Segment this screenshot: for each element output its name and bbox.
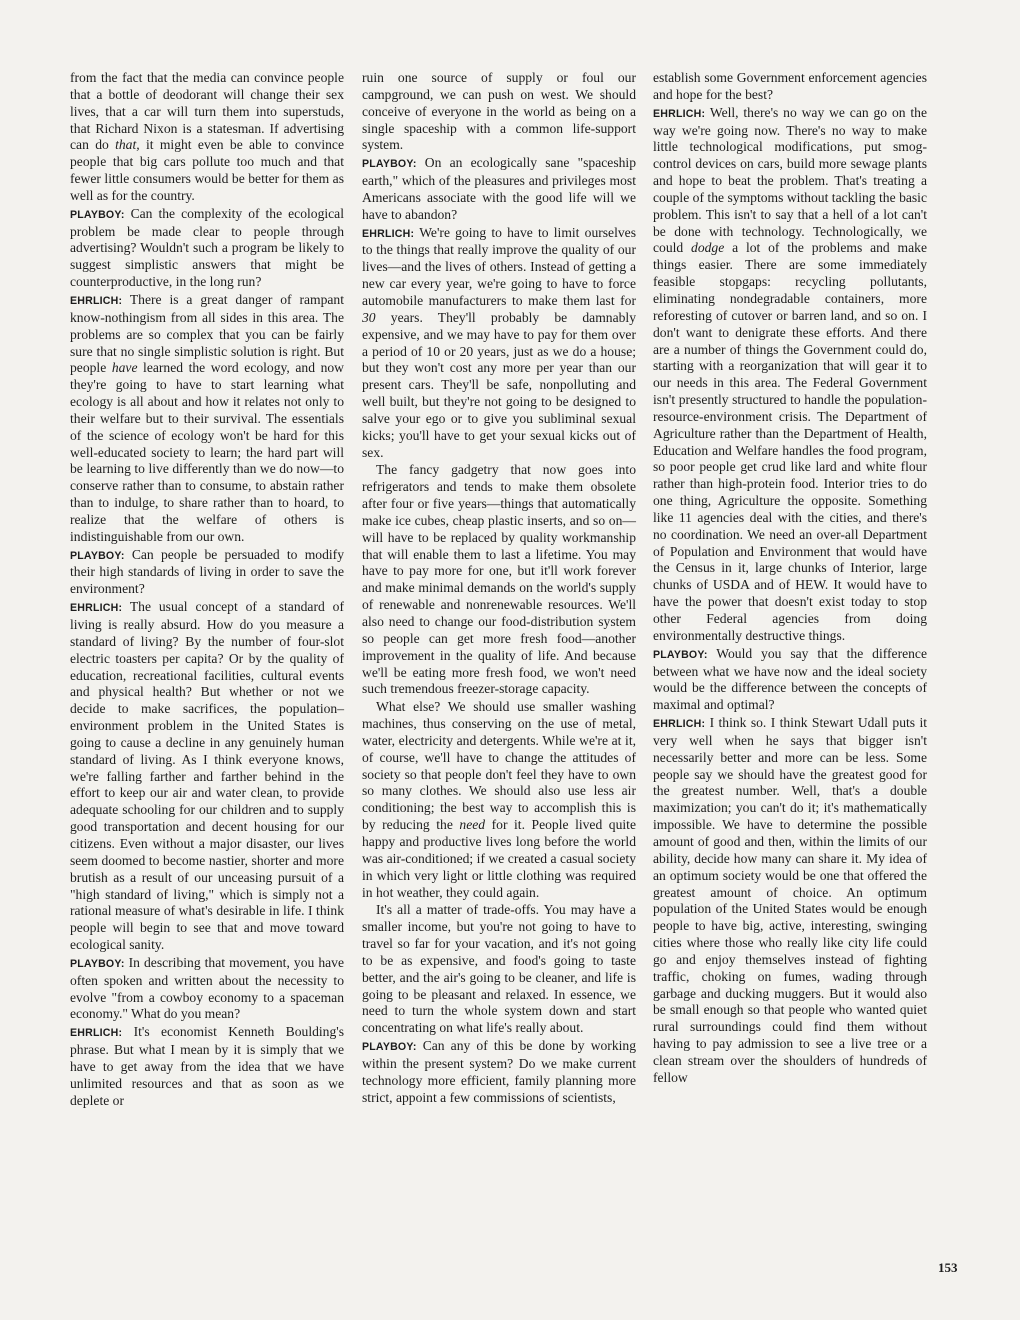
paragraph-text: Would you say that the difference between what we have now and the ideal society would be the difference between the concepts of maximal and optimal? xyxy=(653,645,927,713)
speaker-label: EHRLICH: xyxy=(70,1027,123,1040)
text-column-1 xyxy=(70,70,344,1109)
article-paragraph xyxy=(70,599,344,954)
speaker-label: PLAYBOY: xyxy=(70,549,125,562)
speaker-label: EHRLICH: xyxy=(653,107,706,120)
speaker-label: EHRLICH: xyxy=(653,718,706,731)
paragraph-text: for it. People lived quite happy and productive lives long before the world was air-conditioned; if we created a casual society in which very light or little clothing was required in hot weather, they could again. xyxy=(362,817,636,900)
paragraph-text: On an ecologically sane "spaceship earth," which of the pleasures and privileges most Americans associate with the good life will we have to abandon? xyxy=(362,155,636,222)
article-paragraph xyxy=(653,715,927,1087)
paragraph-text: It's economist Kenneth Boulding's phrase. But what I mean by it is simply that we have to get away from the idea that we have unlimited resources and that as soon as we deplete or xyxy=(70,1024,344,1108)
italic-text: need xyxy=(459,817,486,833)
article-paragraph xyxy=(70,547,344,599)
article-paragraph xyxy=(362,225,636,462)
article-paragraph xyxy=(362,1038,636,1106)
text-column-3 xyxy=(653,70,927,1087)
article-paragraph xyxy=(362,70,636,154)
italic-text: 30 xyxy=(362,309,376,325)
speaker-label: PLAYBOY: xyxy=(362,1041,417,1054)
paragraph-text: Can the complexity of the ecological problem be made clear to people through advertising? Wouldn't such a program be likely to suggest simplistic answers that might be counterproductive, in the long run? xyxy=(70,205,344,290)
paragraph-text: I think so. I think Stewart Udall puts it very well when he says that bigger isn't necessarily better and more can be less. Some people say we should have the greatest good for the greatest number. Well, that's a double maximization; you can't do it; it's mathematically impossible. We have to determine the possible amount of good and then, within the limits of our ability, decide how many can share it. My idea of an optimum society would be one that offered the greatest amount of choice. An optimum population of the United States would be enough people to have big, active, interesting, swinging cities where those who really like city life could go and enjoy themselves instead of fighting traffic, choking on fumes, wading through garbage and ducking muggers. But it would also be small enough so that people who wanted quiet rural surroundings could find them without having to pay admission to see a live tree or a clean stream over the shoulders of hundreds of fellow xyxy=(653,715,927,1085)
paragraph-text: years. They'll probably be damnably expensive, and we may have to pay for them over a period of 10 or 20 years, just as we do a house; but they won't cost any more per year than our present cars. They'll be safe, nonpolluting and well built, but they're not going to be designed to salve your ego or to give you subliminal sexual kicks; you'll have to get your sexual kicks out of sex. xyxy=(362,309,636,460)
paragraph-text: The fancy gadgetry that now goes into refrigerators and tends to make them obsolete after four or five years—things that automatically make ice cubes, cheap plastic inserts, and so on—will have to be replaced by quality workmanship that will enable them to last a lifetime. You may have to pay more for one, but it'll work forever and make minimal demands on the world's supply of renewable and nonrenewable resources. We'll also need to change our food-distribution system so people can get more fresh food—another improvement in the quality of life. And because we'll be eating more fresh food, we won't need such tremendous freezer-storage capacity. xyxy=(362,462,636,697)
article-paragraph xyxy=(70,206,344,291)
paragraph-text: it might even be able to convince people that big cars pollute too much and that fewer little consumers would be better for them as well as for the country. xyxy=(70,137,344,203)
paragraph-text: ruin one source of supply or foul our campground, we can push on west. We should conceive of everyone in the world as being on a single spaceship with a common life-support system. xyxy=(362,70,636,153)
article-paragraph xyxy=(653,105,927,645)
italic-text: have xyxy=(111,360,138,376)
article-paragraph xyxy=(362,699,636,901)
article-paragraph xyxy=(70,292,344,546)
paragraph-text: from the fact that the media can convince people that a bottle of deodorant will change their sex lives, that a car will turn them into superstuds, that Richard Nixon is a statesman. If advertising can do xyxy=(70,70,344,153)
paragraph-text: We're going to have to limit ourselves to the things that really improve the quality of our lives—and the lives of others. Instead of getting a new car every year, we're going to have to force automobile manufacturers to make them last for xyxy=(362,224,636,308)
article-paragraph xyxy=(653,70,927,104)
article-paragraph xyxy=(362,462,636,698)
italic-text: that, xyxy=(115,137,140,153)
speaker-label: PLAYBOY: xyxy=(70,957,125,970)
article-paragraph xyxy=(653,646,927,714)
italic-text: dodge xyxy=(691,240,725,256)
paragraph-text: Can people be persuaded to modify their high standards of living in order to save the environment? xyxy=(70,546,344,597)
paragraph-text: In describing that movement, you have often spoken and written about the necessity to evolve "from a cowboy economy to a spaceman economy." What do you mean? xyxy=(70,954,344,1022)
article-paragraph xyxy=(362,902,636,1037)
page-number: 153 xyxy=(938,1260,958,1275)
speaker-label: EHRLICH: xyxy=(362,227,415,240)
article-paragraph xyxy=(70,955,344,1023)
paragraph-text: Well, there's no way we can go on the way we're going now. There's no way to make little technological modifications, put smog-control devices on cars, build more sewage plants and hope to beat the problem. That's treating a couple of the symptoms without tackling the basic problem. This isn't to say that a hell of a lot can't be done with technology. Technologically, we could xyxy=(653,104,927,256)
article-paragraph xyxy=(362,155,636,223)
paragraph-text: learned the word ecology, and now they're going to have to start learning what ecology is all about and how it relates not only to their welfare but to their survival. The essentials of the science of ecology won't be hard for this well-educated society to learn; the hard part will be learning to live differently than we do now—to conserve rather than to consume, to abstain rather than to indulge, to share rather than to hoard, to realize that the welfare of others is indistinguishable from our own. xyxy=(70,360,344,544)
paragraph-text: The usual concept of a standard of living is really absurd. How do you measure a standard of living? By the number of four-slot electric toasters per capita? Or by the quality of education, recreational facilities, cultural events and physical health? But whether or not we decide to make sacrifices, the population–environment problem in the United States is going to cause a decline in any genuinely human standard of living. As I think everyone knows, we're falling farther and farther behind in the effort to keep our air and water clean, to provide adequate schooling for our children and to supply good transportation and decent housing for our citizens. Even without a major disaster, our lives seem doomed to become nastier, shorter and more brutish as a result of our unceasing pursuit of a "high standard of living," which is simply not a rational measure of what's desirable in life. I think people will begin to see that and move toward ecological sanity. xyxy=(70,599,344,953)
speaker-label: EHRLICH: xyxy=(70,602,123,615)
paragraph-text: Can any of this be done by working within the present system? Do we make current technology more efficient, family planning more strict, appoint a few commissions of scientists, xyxy=(362,1038,637,1105)
text-column-2 xyxy=(362,70,636,1106)
speaker-label: EHRLICH: xyxy=(70,294,123,307)
speaker-label: PLAYBOY: xyxy=(362,158,417,171)
paragraph-text: What else? We should use smaller washing machines, thus conserving on the use of metal, water, electricity and detergents. While we're at it, of course, we'll have to change the attitudes of society so that people don't feel they have to own so many clothes. We should also use less air conditioning; the best way to accomplish this is by reducing the xyxy=(362,699,636,833)
paragraph-text: There is a great danger of rampant know-nothingism from all sides in this area. The problems are so complex that you can be fairly sure that no single simplistic solution is right. But people xyxy=(70,291,345,376)
paragraph-text: It's all a matter of trade-offs. You may have a smaller income, but you're not going to have to travel so far for your vacation, and it's not going to be as expensive, and food's going to taste better, and the air's going to be cleaner, and life is going to be pleasant and relaxed. In essence, we need to turn the whole system down and start concentrating on what life's really about. xyxy=(362,902,636,1036)
paragraph-text: establish some Government enforcement agencies and hope for the best? xyxy=(653,70,927,102)
article-paragraph xyxy=(70,1024,344,1109)
article-paragraph xyxy=(70,70,344,205)
paragraph-text: a lot of the problems and make things easier. There are some immediately feasible stopgaps: recycling pollutants, eliminating nondegradable containers, more reforesting of cutover or barren land, and so on. I don't want to denigrate these efforts. And there are a number of things the Government could do, starting with a reorganization that will gear it to our needs in this area. The Federal Government isn't presently structured to handle the population-resource-environment crisis. The Department of Agriculture rather than the Department of Health, Education and Welfare handles the food program, so poor people get crud like lard and white flour rather than high-protein food. Interior tries to do one thing, Agriculture the opposite. Something like 11 agencies deal with the cities, and there's no coordination. We need an over-all Department of Population and Environment that would have the Census in it, large chunks of Interior, large chunks of USDA and of HEW. It would have to have the power that doesn't exist today to stop other Federal agencies from doing environmentally destructive things. xyxy=(653,240,927,643)
speaker-label: PLAYBOY: xyxy=(70,208,125,221)
speaker-label: PLAYBOY: xyxy=(653,648,708,661)
